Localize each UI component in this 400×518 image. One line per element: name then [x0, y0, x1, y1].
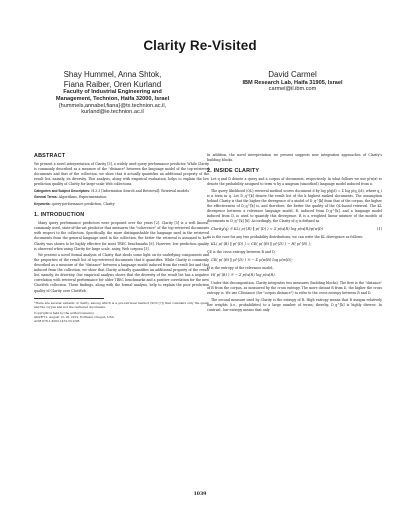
- author-email: carmel@il.ibm.com: [268, 86, 317, 93]
- abstract-text: We present a novel interpretation of Clarity [5], a widely used query performance predictor. While Clarity is commonly described as a measure of the "distance" between the language model of the top-retrieved documents and that of the collection, we show that it actually quantifies an additional property of the result list, namely, its diversity. This analysis, along with empirical evaluation, helps to explain the low prediction quality of Clarity for large-scale Web collections.: [34, 162, 209, 187]
- page-number: 1039: [193, 492, 207, 497]
- equation-number: (1): [376, 226, 382, 231]
- categories-text: H.3.3 [Information Search and Retrieval]: Retrieval models: [91, 188, 190, 193]
- section-heading: 2. INSIDE CLARITY: [207, 168, 260, 175]
- body-paragraph: CE is the cross entropy between R and D,: [207, 250, 276, 255]
- intro-paragraph: We present a novel formal analysis of Clarity that sheds some light on its underlying components and the properties of the result list of top-retrieved documents that it quantifies. While Clarity is commonly described as a measure of the "distance" between a language model induced from the result list and that induced from the collection, we show that Clarity actually quantifies an additional property of the result list, namely, its diversity. Our empirical analysis shows that the diversity of the result list has a negative correlation with retrieval performance for older TREC benchmarks and a positive correlation for the new ClueWeb collection. These findings, along with the formal analysis, help to explain the poor prediction quality of Clarity over ClueWeb.: [34, 252, 209, 293]
- footnote: ¹There are several variants of clarity, among which is a pre-retrieval method (SCS [7]) that considers only the query and the corpus and not the retrieved documents.: [34, 300, 209, 309]
- categories-label: Categories and Subject Descriptors:: [34, 188, 91, 193]
- footnote-rule: [34, 298, 104, 299]
- general-terms-label: General Terms:: [34, 195, 58, 200]
- abstract-heading: ABSTRACT: [34, 153, 66, 159]
- copyright-line: Copyright is held by the author/owner(s).: [34, 311, 95, 316]
- keywords-text: query-performance prediction, Clarity: [51, 202, 115, 207]
- equation-kl: KL( p(·|R) ‖ p(·|D) ) = CE( p(·|R) ‖ p(·|D) ) − H( p(·|R) );: [211, 242, 311, 247]
- body-paragraph: Under this decomposition, Clarity integrates two measures (building blocks). The first is the "distance" of R from the corpus, as measured by the cross entropy. The more distant R from D, the higher the cross entropy is. We use CDistance (for "corpus distance") to refer to the cross entropy between R and D.: [207, 281, 382, 296]
- right-column: [207, 153, 382, 314]
- author-affiliation: Management, Technion, Haifa 32000, Israel: [55, 95, 170, 102]
- body-paragraph: The second measure used by Clarity is the entropy of R. High entropy means that R assigns relatively low weights (i.e., probabilities) to a large number of terms; thereby, D_q^[k] is highly diverse. In contrast, low entropy means that only: [207, 297, 382, 312]
- general-terms-line: [34, 195, 209, 200]
- body-paragraph: Let q and D denote a query and a corpus of documents, respectively. In what follows we use p(w|x) to denote the probability assigned to term w by a unigram (smoothed) language model induced from x.: [207, 177, 382, 187]
- author-affiliation: IBM Research Lab, Haifa 31905, Israel: [242, 79, 343, 86]
- body-paragraph: In addition, the novel interpretation we present suggests new integration approaches of Clarity's building blocks.: [207, 153, 382, 163]
- author-block-left: [30, 70, 195, 116]
- author-names: Fiana Raiber, Oren Kurland: [63, 79, 162, 89]
- paper-title: Clarity Re-Visited: [143, 38, 257, 53]
- general-terms-text: Algorithms, Experimentation: [58, 195, 107, 200]
- body-paragraph: As is the case for any two probability distributions, we can write the KL divergence as follows:: [207, 234, 364, 239]
- author-block-right: [215, 70, 370, 93]
- intro-paragraph: Many query performance predictors were proposed over the years [2]. Clarity [5] is a well known, commonly used, state-of-the-art predictor that measures the "coherence" of the top-retrieved documents with respect to the collection. Specifically, the more distinguishable the language used in the retrieved documents from the general language used in the collection, the better the retrieval is assumed to be¹. Clarity was shown to be highly effective for most TREC benchmarks [6]. However, low prediction quality is observed when using Clarity for large scale, noisy, Web corpora [3].: [34, 221, 209, 251]
- equation-cross-entropy: CE( p(·|R) ‖ p(·|D) ) ≝ − Σ p(w|R) log p(w|D);: [211, 257, 293, 262]
- copyright-line: SIGIR'12, August 12–16, 2012, Portland, Oregon, USA.: [34, 315, 115, 320]
- author-email: {hummels,annabel,fiana}@tx.technion.ac.il,: [58, 102, 167, 109]
- keywords-label: Keywords:: [34, 202, 51, 207]
- copyright-notice: [34, 311, 209, 324]
- body-paragraph: H is the entropy of the relevance model,: [207, 265, 274, 270]
- left-column: [34, 153, 209, 324]
- body-paragraph: The query likelihood (QL) retrieval method scores document d by log p(q|d) = Σ log p(q_i|d), where q_i is a term in q. Let D_q^[k] denote the result list of the k highest ranked documents. The assumption behind Clarity is that the higher the divergence of a model of D_q^[k] from that of the corpus, the higher the effectiveness of D_q^[k] is, and therefore, the better the quality of the QL-based retrieval. The KL divergence between a relevance language model, R, induced from D_q^[k], and a language model induced from D, is used to quantify this divergence. R is a weighted linear mixture of the models of documents in D_q^[k] [8]. Accordingly, the Clarity of q is defined as: [207, 188, 382, 224]
- introduction-heading: 1. INTRODUCTION: [34, 212, 85, 219]
- equation-text: Clarity(q) ≝ KL( p(·|R) ‖ p(·|D) ) = Σ p(w|R) log p(w|R)/p(w|D): [211, 226, 324, 231]
- keywords-line: [34, 202, 209, 207]
- categories-line: [34, 189, 209, 194]
- author-names: David Carmel: [268, 70, 317, 79]
- equation-entropy: H( p(·|R) ) ≝ − Σ p(w|R) log p(w|R).: [211, 273, 276, 278]
- copyright-line: ACM 978-1-4503-1472-5/12/08.: [34, 319, 81, 324]
- author-email: kurland@ie.technion.ac.il: [81, 109, 144, 116]
- equation-clarity: [207, 227, 382, 232]
- author-names: Shay Hummel, Anna Shtok,: [63, 70, 162, 79]
- author-affiliation: Faculty of Industrial Engineering and: [63, 89, 162, 95]
